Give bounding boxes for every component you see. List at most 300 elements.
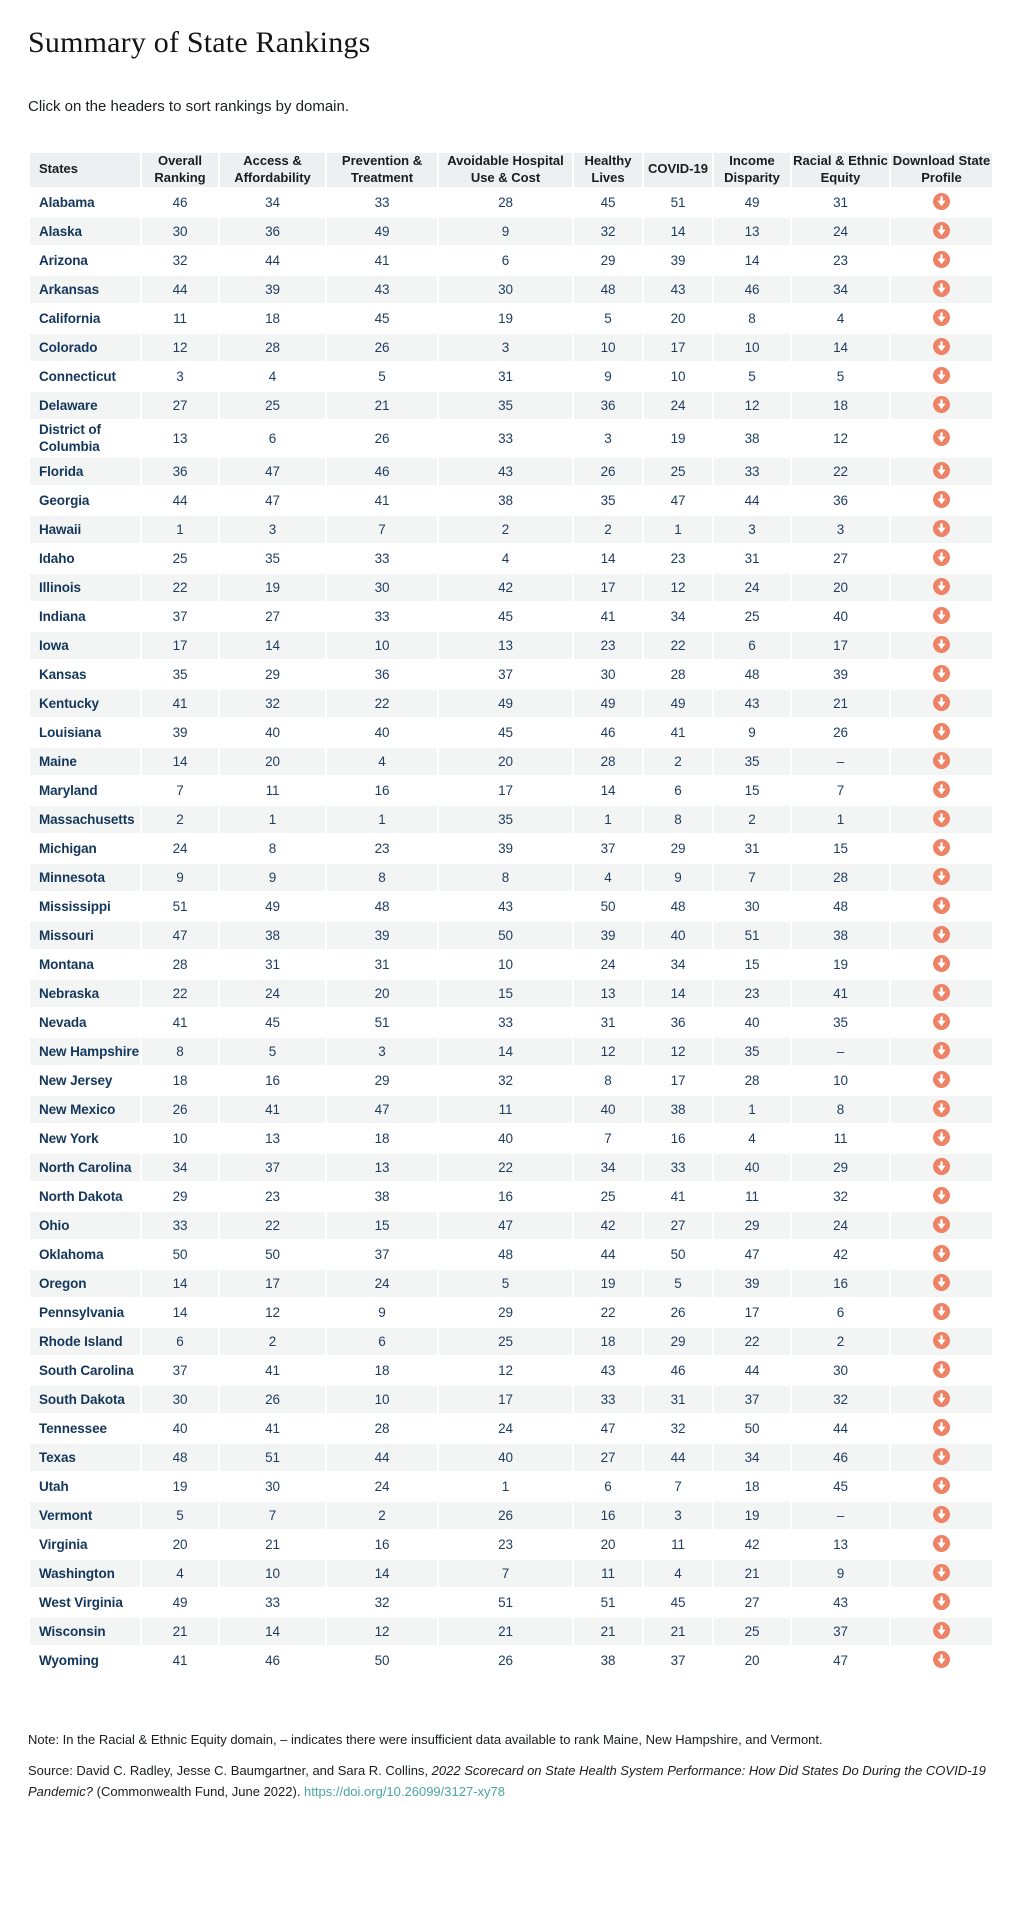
download-button[interactable] [933,983,951,1001]
table-row [30,1125,992,1152]
rank-cell: 10 [792,1067,889,1094]
rank-cell: 20 [439,748,572,775]
rank-cell: 8 [714,305,790,332]
rank-cell: 24 [327,1473,437,1500]
rank-cell: 35 [220,545,325,572]
download-icon [933,868,950,885]
table-row [30,777,992,804]
download-icon [933,578,950,595]
table-row [30,661,992,688]
table-row [30,1386,992,1413]
table-row [30,334,992,361]
rank-cell: 4 [439,545,572,572]
rank-cell: 44 [714,487,790,514]
rank-cell: 21 [714,1560,790,1587]
rank-cell: 17 [574,574,642,601]
rank-cell: 42 [574,1212,642,1239]
state-name: Rhode Island [30,1328,140,1355]
rank-cell: 1 [792,806,889,833]
rank-cell: 23 [792,247,889,274]
column-header-states[interactable]: States [30,153,140,187]
download-button[interactable] [933,1157,951,1175]
rank-cell: 3 [714,516,790,543]
state-name: New Jersey [30,1067,140,1094]
column-header-healthy-lives[interactable]: Healthy Lives [574,153,642,187]
rank-cell: 11 [792,1125,889,1152]
rank-cell: 30 [574,661,642,688]
state-name: Kentucky [30,690,140,717]
rank-cell: 20 [792,574,889,601]
rank-cell: 26 [644,1299,712,1326]
download-icon [933,984,950,1001]
rank-cell: 14 [644,980,712,1007]
download-button[interactable] [933,461,951,479]
column-header-overall-ranking[interactable]: Overall Ranking [142,153,218,187]
rank-cell: 40 [220,719,325,746]
download-icon [933,607,950,624]
download-icon [933,1216,950,1233]
rank-cell: 41 [142,690,218,717]
download-icon [933,1477,950,1494]
download-button[interactable] [933,1534,951,1552]
rank-cell: 29 [644,1328,712,1355]
rank-cell: 14 [220,632,325,659]
rank-cell: 41 [327,487,437,514]
state-name: Wyoming [30,1647,140,1674]
table-row [30,1270,992,1297]
download-button[interactable] [933,1128,951,1146]
download-button[interactable] [933,1215,951,1233]
rank-cell: 43 [439,893,572,920]
rank-cell: 49 [220,893,325,920]
rank-cell: 22 [327,690,437,717]
rank-cell: 15 [327,1212,437,1239]
rank-cell: 5 [220,1038,325,1065]
download-button[interactable] [933,519,951,537]
rank-cell: 46 [327,458,437,485]
rank-cell: 25 [439,1328,572,1355]
download-icon [933,1622,950,1639]
download-button[interactable] [933,1070,951,1088]
rank-cell: 37 [142,603,218,630]
rank-cell: 29 [327,1067,437,1094]
download-icon [933,781,950,798]
table-row [30,1415,992,1442]
rank-cell: 38 [574,1647,642,1674]
state-name: Mississippi [30,893,140,920]
rank-cell: 31 [574,1009,642,1036]
download-icon [933,222,950,239]
download-button[interactable] [933,1302,951,1320]
rank-cell: 46 [574,719,642,746]
download-button[interactable] [933,1273,951,1291]
download-button[interactable] [933,954,951,972]
source-text [28,1761,994,1803]
rank-cell: 5 [142,1502,218,1529]
rank-cell: 45 [439,603,572,630]
column-header-covid-19[interactable]: COVID-19 [644,153,712,187]
rank-cell: 9 [644,864,712,891]
rank-cell: 12 [792,421,889,456]
state-name: Alabama [30,189,140,216]
rank-cell: 41 [574,603,642,630]
table-row [30,1096,992,1123]
rank-cell: 44 [574,1241,642,1268]
rank-cell: 11 [439,1096,572,1123]
rank-cell: 3 [142,363,218,390]
rank-cell: 47 [142,922,218,949]
download-button[interactable] [933,664,951,682]
state-name: South Carolina [30,1357,140,1384]
rank-cell: 17 [644,334,712,361]
table-row [30,305,992,332]
table-row [30,574,992,601]
rank-cell: 27 [220,603,325,630]
rank-cell: 41 [327,247,437,274]
rank-cell: 42 [792,1241,889,1268]
rank-cell: 9 [792,1560,889,1587]
rank-cell: 21 [439,1618,572,1645]
download-button[interactable] [933,809,951,827]
rank-cell: 48 [792,893,889,920]
download-button[interactable] [933,308,951,326]
download-button[interactable] [933,1650,951,1668]
rank-cell: 25 [714,1618,790,1645]
rank-cell: 24 [792,218,889,245]
download-icon [933,897,950,914]
rank-cell: 17 [792,632,889,659]
rank-cell: 31 [714,545,790,572]
table-row [30,458,992,485]
rank-cell: 9 [574,363,642,390]
rank-cell: – [792,1502,889,1529]
download-button[interactable] [933,1621,951,1639]
rank-cell: 26 [574,458,642,485]
rank-cell: 29 [220,661,325,688]
rank-cell: 6 [574,1473,642,1500]
rank-cell: 6 [714,632,790,659]
rank-cell: 51 [327,1009,437,1036]
download-button[interactable] [933,366,951,384]
rank-cell: 20 [327,980,437,1007]
rank-cell: 25 [142,545,218,572]
download-icon [933,1013,950,1030]
rank-cell: 24 [714,574,790,601]
rank-cell: 2 [439,516,572,543]
rank-cell: 14 [220,1618,325,1645]
rank-cell: 27 [792,545,889,572]
download-button[interactable] [933,221,951,239]
download-button[interactable] [933,867,951,885]
rank-cell: 1 [142,516,218,543]
state-name: Nevada [30,1009,140,1036]
download-button[interactable] [933,490,951,508]
rank-cell: 26 [327,421,437,456]
rank-cell: 43 [644,276,712,303]
rank-cell: 37 [792,1618,889,1645]
rank-cell: 12 [142,334,218,361]
rank-cell: 40 [142,1415,218,1442]
download-button[interactable] [933,1041,951,1059]
page-title: Summary of State Rankings [28,26,371,59]
table-row [30,1473,992,1500]
rank-cell: 30 [142,218,218,245]
download-icon [933,396,950,413]
table-row [30,516,992,543]
table-row [30,1067,992,1094]
state-name: Texas [30,1444,140,1471]
state-name: Utah [30,1473,140,1500]
rank-cell: 2 [574,516,642,543]
download-button[interactable] [933,780,951,798]
rank-cell: 36 [644,1009,712,1036]
rank-cell: 37 [644,1647,712,1674]
download-button[interactable] [933,1447,951,1465]
rank-cell: 33 [714,458,790,485]
download-button[interactable] [933,1012,951,1030]
rank-cell: 17 [644,1067,712,1094]
rank-cell: 22 [142,980,218,1007]
rank-cell: 10 [142,1125,218,1152]
rank-cell: 14 [439,1038,572,1065]
rank-cell: 33 [220,1589,325,1616]
download-icon [933,694,950,711]
rank-cell: 10 [327,632,437,659]
rank-cell: 6 [327,1328,437,1355]
download-icon [933,1448,950,1465]
rank-cell: 34 [644,603,712,630]
download-button[interactable] [933,722,951,740]
rank-cell: 38 [439,487,572,514]
rank-cell: 22 [792,458,889,485]
table-row [30,980,992,1007]
rank-cell: 28 [220,334,325,361]
rank-cell: 9 [327,1299,437,1326]
rank-cell: 36 [792,487,889,514]
rank-cell: 12 [644,574,712,601]
rank-cell: 16 [327,777,437,804]
rank-cell: 47 [439,1212,572,1239]
rank-cell: 24 [644,392,712,419]
rank-cell: 20 [644,305,712,332]
doi-link[interactable]: https://doi.org/10.26099/3127-xy78 [304,1783,505,1799]
table-row [30,1241,992,1268]
rank-cell: 46 [644,1357,712,1384]
download-icon [933,251,950,268]
rank-cell: 34 [574,1154,642,1181]
state-name: Maine [30,748,140,775]
rank-cell: 29 [792,1154,889,1181]
table-row [30,1154,992,1181]
rank-cell: 33 [439,421,572,456]
rank-cell: 26 [792,719,889,746]
rank-cell: 45 [439,719,572,746]
rank-cell: 39 [644,247,712,274]
download-button[interactable] [933,1592,951,1610]
rank-cell: 23 [644,545,712,572]
rank-cell: 32 [439,1067,572,1094]
rank-cell: 12 [439,1357,572,1384]
rank-cell: 35 [714,1038,790,1065]
download-icon [933,636,950,653]
rank-cell: 51 [714,922,790,949]
rank-cell: 28 [644,661,712,688]
download-button[interactable] [933,548,951,566]
rank-cell: 18 [574,1328,642,1355]
rank-cell: 47 [714,1241,790,1268]
download-icon [933,549,950,566]
rank-cell: 32 [574,218,642,245]
download-button[interactable] [933,896,951,914]
column-header-access-affordability[interactable]: Access & Affordability [220,153,325,187]
state-name: Washington [30,1560,140,1587]
state-name: Massachusetts [30,806,140,833]
column-header-income-disparity[interactable]: Income Disparity [714,153,790,187]
source-suffix: (Commonwealth Fund, June 2022). [93,1783,305,1799]
rank-cell: 43 [792,1589,889,1616]
column-header-avoidable-hospital-use-cost[interactable]: Avoidable Hospital Use & Cost [439,153,572,187]
rank-cell: 51 [220,1444,325,1471]
table-row [30,893,992,920]
column-header-prevention-treatment[interactable]: Prevention & Treatment [327,153,437,187]
download-button[interactable] [933,1389,951,1407]
download-icon [933,462,950,479]
table-row [30,632,992,659]
download-icon [933,1332,950,1349]
column-header-download-state-profile: Download State Profile [892,153,991,185]
rank-cell: 14 [792,334,889,361]
rank-cell: 18 [714,1473,790,1500]
rank-cell: 24 [792,1212,889,1239]
rank-cell: 13 [792,1531,889,1558]
rank-cell: 39 [142,719,218,746]
rank-cell: 20 [714,1647,790,1674]
rank-cell: 21 [142,1618,218,1645]
rank-cell: 48 [714,661,790,688]
table-row [30,719,992,746]
rank-cell: 17 [439,777,572,804]
state-name: Kansas [30,661,140,688]
rank-cell: 48 [142,1444,218,1471]
rank-cell: 5 [792,363,889,390]
rank-cell: 19 [644,421,712,456]
rank-cell: 17 [220,1270,325,1297]
rank-cell: 10 [220,1560,325,1587]
download-button[interactable] [933,279,951,297]
column-header-racial-ethnic-equity[interactable]: Racial & Ethnic Equity [793,153,888,185]
download-button[interactable] [933,635,951,653]
rank-cell: 9 [220,864,325,891]
rank-cell: 41 [644,1183,712,1210]
rank-cell: 41 [142,1009,218,1036]
rank-cell: 6 [792,1299,889,1326]
download-button[interactable] [933,606,951,624]
rank-cell: 44 [792,1415,889,1442]
download-button[interactable] [933,395,951,413]
rank-cell: 47 [220,487,325,514]
download-button[interactable] [933,1331,951,1349]
table-row [30,1183,992,1210]
table-row [30,1618,992,1645]
download-button[interactable] [933,1418,951,1436]
download-button[interactable] [933,192,951,210]
download-button[interactable] [933,1563,951,1581]
download-button[interactable] [933,751,951,769]
download-button[interactable] [933,577,951,595]
state-name: Vermont [30,1502,140,1529]
rank-cell: 10 [574,334,642,361]
download-icon [933,1419,950,1436]
rank-cell: 28 [574,748,642,775]
download-button[interactable] [933,925,951,943]
rank-cell: 51 [574,1589,642,1616]
rank-cell: 1 [220,806,325,833]
rank-cell: 22 [714,1328,790,1355]
rank-cell: 7 [142,777,218,804]
state-name: Hawaii [30,516,140,543]
download-button[interactable] [933,1186,951,1204]
rank-cell: 10 [714,334,790,361]
download-button[interactable] [933,693,951,711]
rank-cell: 2 [792,1328,889,1355]
rank-cell: 39 [220,276,325,303]
download-button[interactable] [933,838,951,856]
rank-cell: 37 [439,661,572,688]
table-row [30,1502,992,1529]
rank-cell: 34 [220,189,325,216]
state-name: Illinois [30,574,140,601]
download-button[interactable] [933,250,951,268]
rank-cell: 14 [142,748,218,775]
download-button[interactable] [933,337,951,355]
rank-cell: 7 [327,516,437,543]
rank-cell: 21 [792,690,889,717]
state-name: Iowa [30,632,140,659]
rank-cell: 19 [792,951,889,978]
rank-cell: 29 [574,247,642,274]
rank-cell: 50 [574,893,642,920]
rank-cell: 49 [574,690,642,717]
rank-cell: 29 [714,1212,790,1239]
rank-cell: 26 [439,1502,572,1529]
rank-cell: 5 [439,1270,572,1297]
rank-cell: – [792,748,889,775]
rank-cell: 46 [220,1647,325,1674]
rank-cell: 11 [574,1560,642,1587]
rank-cell: 8 [574,1067,642,1094]
download-button[interactable] [933,428,951,446]
download-button[interactable] [933,1505,951,1523]
state-name: Minnesota [30,864,140,891]
download-icon [933,1390,950,1407]
download-icon [933,1651,950,1668]
rank-cell: 5 [574,305,642,332]
download-button[interactable] [933,1476,951,1494]
rank-cell: 4 [220,363,325,390]
rank-cell: 4 [644,1560,712,1587]
table-row [30,421,992,456]
state-name: Idaho [30,545,140,572]
rank-cell: 9 [142,864,218,891]
rank-cell: 14 [142,1270,218,1297]
state-name: New Mexico [30,1096,140,1123]
rank-cell: 1 [327,806,437,833]
rank-cell: 28 [714,1067,790,1094]
header-row [30,153,992,187]
download-button[interactable] [933,1360,951,1378]
download-button[interactable] [933,1244,951,1262]
download-button[interactable] [933,1099,951,1117]
